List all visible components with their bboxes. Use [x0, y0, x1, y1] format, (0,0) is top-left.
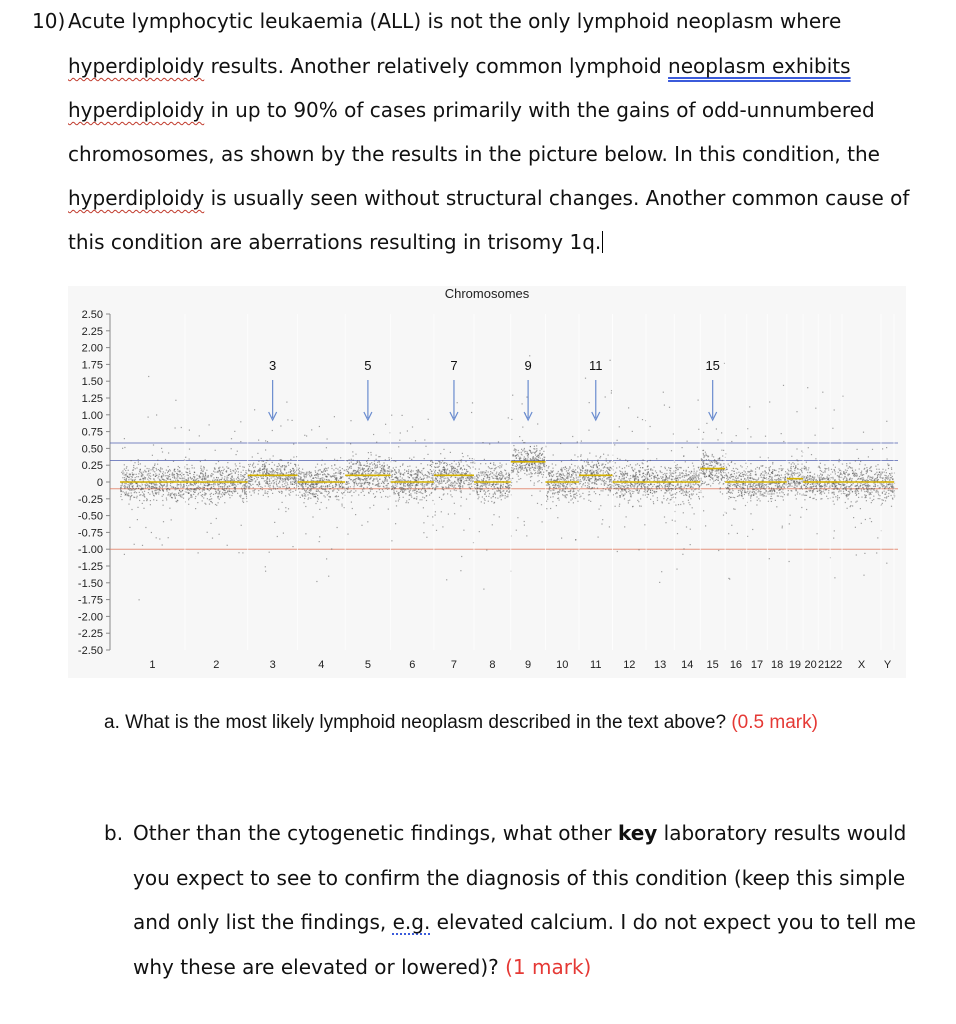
chart-title: Chromosomes	[444, 286, 530, 301]
y-tick-label: 1.50	[81, 376, 103, 389]
part-b-line-3-text: and only list the findings,	[133, 910, 393, 934]
question-line-5-text: is usually seen without structural changes. Another common cause of	[204, 186, 910, 210]
part-b-line-4	[133, 955, 591, 979]
chromosome-copy-number-plot	[68, 286, 906, 678]
y-tick-label: 1.00	[81, 409, 103, 422]
y-tick-label: -2.25	[77, 628, 103, 641]
y-tick-label: -2.00	[77, 611, 103, 624]
part-a-label: a.	[104, 712, 120, 733]
x-tick-label: 17	[750, 659, 764, 671]
text-cursor	[602, 231, 603, 253]
spell-flag-hyperdiploidy[interactable]: hyperdiploidy	[68, 98, 205, 122]
part-b-line-3-text-end: elevated calcium. I do not expect you to tell me	[430, 910, 916, 934]
x-tick-label: 8	[489, 659, 496, 671]
x-tick-label: 11	[590, 659, 602, 671]
y-tick-label: 0.25	[81, 460, 103, 473]
y-tick-label: -1.25	[77, 561, 103, 573]
part-b-key-word: key	[617, 821, 658, 845]
y-tick-label: 0.50	[81, 443, 103, 456]
annotation-label: 15	[705, 358, 720, 373]
question-line-2	[68, 54, 851, 78]
x-tick-label: 13	[654, 659, 667, 671]
question-line-4: chromosomes, as shown by the results in the picture below. In this condition, the	[68, 142, 880, 166]
question-line-6	[68, 230, 603, 254]
y-tick-label: 2.50	[81, 309, 103, 321]
y-tick-label: 2.25	[81, 325, 103, 338]
x-tick-label: 19	[788, 659, 802, 671]
y-tick-label: 1.25	[81, 393, 103, 405]
x-tick-label: 16	[729, 659, 743, 671]
annotation-label: 3	[269, 358, 277, 373]
part-b-label: b.	[104, 821, 124, 845]
x-tick-label: 3	[269, 659, 276, 671]
annotation-label: 5	[364, 358, 372, 373]
x-tick-label: 15	[706, 659, 719, 671]
x-tick-label: 18	[770, 659, 784, 671]
spell-flag-hyperdiploidy[interactable]: hyperdiploidy	[68, 54, 205, 78]
y-tick-label: 2.00	[81, 342, 103, 355]
part-a-mark: (0.5 mark)	[731, 712, 818, 733]
y-tick-label: -1.75	[77, 594, 103, 607]
part-b-line-1-text-end: laboratory results would	[657, 821, 907, 845]
y-tick-label: 0.75	[81, 426, 103, 439]
part-b-line-2: you expect to see to confirm the diagnosis of this condition (keep this simple	[133, 866, 906, 890]
x-tick-label: 9	[525, 659, 532, 671]
x-tick-label: 20	[804, 659, 817, 671]
part-b-line-4-text: why these are elevated or lowered)?	[133, 955, 499, 979]
x-tick-label: 1	[149, 659, 156, 671]
annotation-label: 7	[450, 358, 458, 373]
question-line-6-text: this condition are aberrations resulting in trisomy 1q.	[68, 230, 602, 254]
x-tick-label: Y	[883, 659, 892, 671]
question-line-3-text: in up to 90% of cases primarily with the gains of odd-unnumbered	[204, 98, 875, 122]
question-line-2-text: results. Another relatively common lymphoid	[204, 54, 669, 78]
annotation-label: 9	[524, 358, 532, 373]
chart-svg	[68, 286, 906, 678]
x-tick-label: 21	[818, 659, 831, 671]
part-a-text: What is the most likely lymphoid neoplasm described in the text above?	[125, 712, 727, 733]
x-tick-label: 7	[450, 659, 458, 671]
scatter-points	[120, 355, 895, 600]
part-b-line-1	[133, 821, 906, 845]
part-b-line-3	[133, 910, 916, 934]
x-tick-label: 4	[318, 659, 325, 671]
x-tick-label: 12	[623, 659, 636, 671]
y-tick-label: -1.00	[77, 544, 103, 557]
y-tick-label: 0	[96, 477, 103, 489]
y-tick-label: -0.25	[77, 493, 103, 506]
y-tick-label: 1.75	[81, 359, 103, 372]
question-line-1: Acute lymphocytic leukaemia (ALL) is not the only lymphoid neoplasm where	[68, 9, 842, 33]
x-tick-label: 2	[213, 659, 220, 671]
grammar-flag-eg[interactable]: e.g.	[392, 910, 431, 934]
question-line-3	[68, 98, 875, 122]
part-a-question	[104, 712, 818, 734]
x-tick-label: 10	[556, 659, 569, 671]
spell-flag-hyperdiploidy[interactable]: hyperdiploidy	[68, 186, 205, 210]
y-tick-label: -1.50	[77, 577, 103, 590]
x-tick-label: 5	[364, 659, 371, 671]
grammar-flag-neoplasm[interactable]: neoplasm exhibits	[668, 54, 851, 78]
annotation-label: 11	[589, 358, 603, 373]
y-tick-label: -0.75	[77, 527, 103, 540]
part-b-mark: (1 mark)	[505, 955, 592, 979]
x-tick-label: 6	[409, 659, 416, 671]
question-number: 10)	[32, 9, 66, 33]
y-tick-label: -0.50	[77, 510, 103, 523]
x-tick-label: X	[857, 659, 866, 671]
question-line-5	[68, 186, 909, 210]
y-tick-label: -2.50	[77, 645, 103, 657]
x-tick-label: 22	[829, 659, 843, 671]
x-tick-label: 14	[681, 659, 694, 671]
part-b-line-1-text: Other than the cytogenetic findings, what other	[133, 821, 618, 845]
